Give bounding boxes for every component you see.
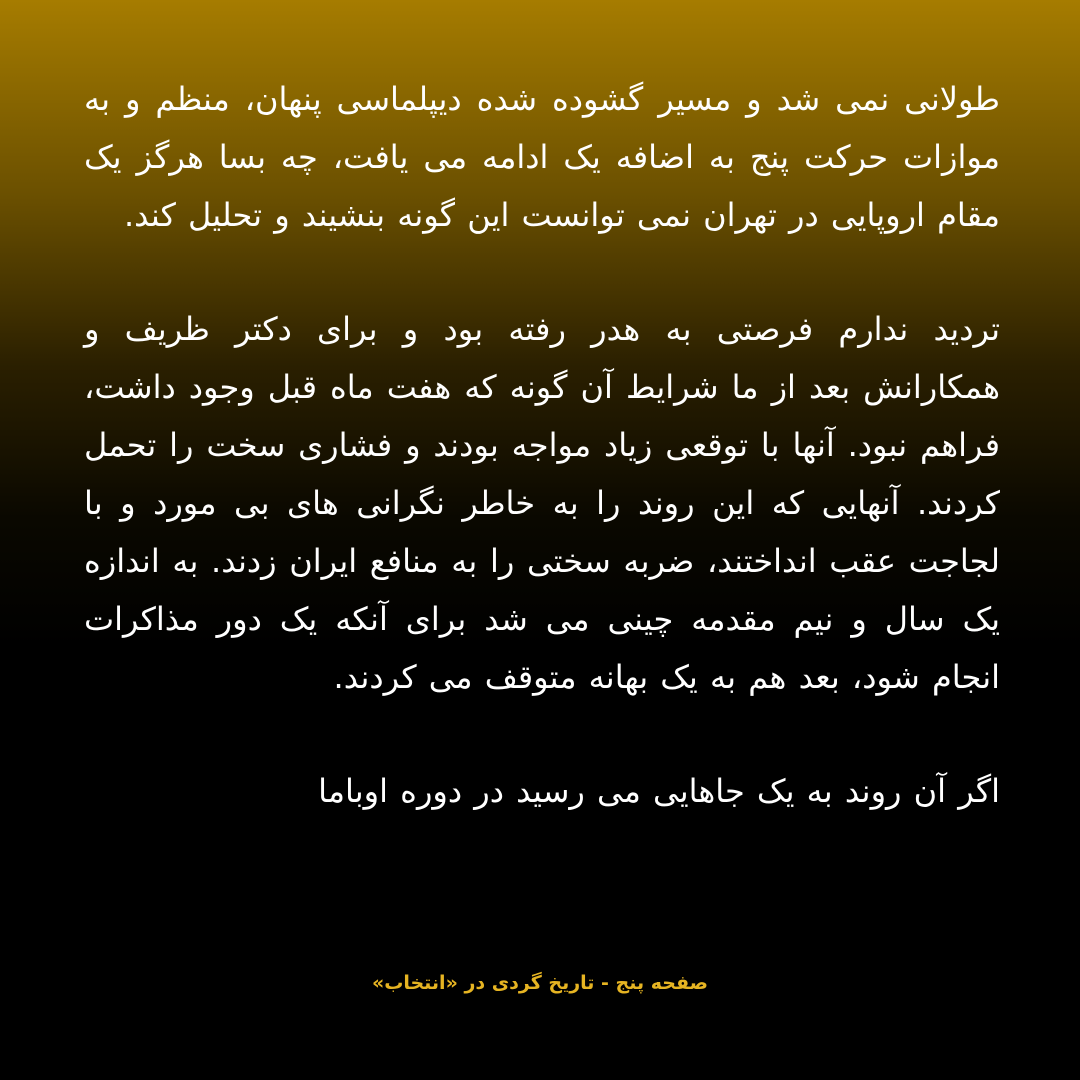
paragraph-spacer — [84, 244, 1000, 300]
paragraph-2: تردید ندارم فرصتی به هدر رفته بود و برای دکتر ظریف و همکارانش بعد از ما شرایط آن گونه که هفت ماه قبل وجود داشت، فراهم نبود. آنها با توقعی زیاد مواجه بودند و فشاری سخت را تحمل کردند. آنهایی که این روند را به خاطر نگرانی های بی مورد و با لجاجت عقب انداختند، ضربه سختی را به منافع ایران زدند. به اندازه یک سال و نیم مقدمه چینی می شد برای آنکه یک دور مذاکرات انجام شود، بعد هم به یک بهانه متوقف می کردند. — [84, 310, 1000, 696]
article-body — [84, 70, 1000, 820]
page-footer-caption: صفحه پنج - تاریخ گردی در «انتخاب» — [371, 972, 709, 994]
paragraph-spacer — [84, 706, 1000, 762]
paragraph-1: طولانی نمی شد و مسیر گشوده شده دیپلماسی پنهان، منظم و به موازات حرکت پنج به اضافه یک ادامه می یافت، چه بسا هرگز یک مقام اروپایی در تهران نمی توانست این گونه بنشیند و تحلیل کند. — [84, 80, 1000, 234]
paragraph-3: اگر آن روند به یک جاهایی می رسید در دوره اوباما — [318, 772, 1000, 810]
